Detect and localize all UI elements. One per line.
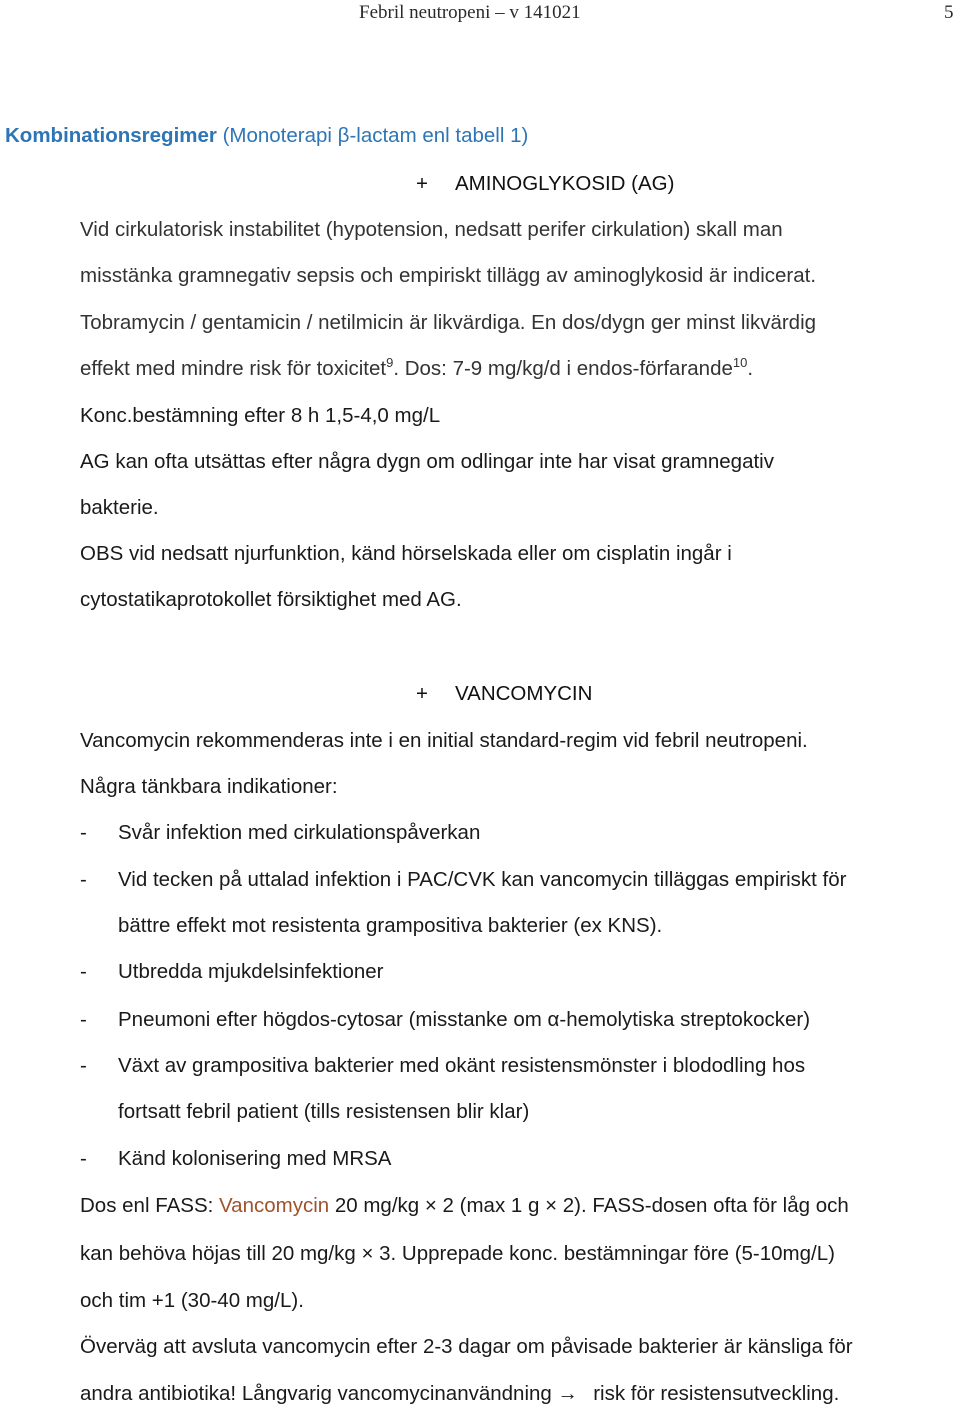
list-item: - Känd kolonisering med MRSA (80, 1147, 392, 1170)
dose-line-1: Dos enl FASS: Vancomycin 20 mg/kg × 2 (max 1 g × 2). FASS-dosen ofta för låg och (80, 1194, 849, 1217)
section-title (5, 124, 528, 148)
vanco-heading: VANCOMYCIN (455, 682, 593, 705)
ag-plus-icon: + (416, 172, 428, 195)
ref-10: 10 (732, 355, 748, 370)
arrow-right-icon: → (557, 1382, 579, 1405)
list-item: - Pneumoni efter högdos-cytosar (misstanke om α-hemolytiska streptokocker) (80, 1008, 811, 1031)
page-number: 5 (944, 2, 954, 23)
bullet-dash: - (80, 1054, 87, 1077)
bullet-dash: - (80, 868, 87, 891)
vancomycin-link[interactable]: Vancomycin (219, 1194, 330, 1217)
bullet-dash: - (80, 1147, 87, 1170)
stop-line-2: andra antibiotika! Långvarig vancomycinanvändning → risk för resistensutveckling. (80, 1382, 840, 1405)
ag-line-1: Vid cirkulatorisk instabilitet (hypotension, nedsatt perifer cirkulation) skall man (80, 218, 783, 241)
title-bold: Kombinationsregimer (5, 124, 217, 147)
ref-9: 9 (386, 355, 394, 370)
list-item: - Utbredda mjukdelsinfektioner (80, 960, 384, 983)
list-item: - Svår infektion med cirkulationspåverkan (80, 821, 481, 844)
ag-line-4-a: effekt med mindre risk för toxicitet (80, 357, 387, 380)
ag-line-4-c: . (747, 357, 754, 380)
ag-heading: AMINOGLYKOSID (AG) (455, 172, 675, 195)
ag-line-3: Tobramycin / gentamicin / netilmicin är likvärdiga. En dos/dygn ger minst likvärdig (80, 311, 817, 334)
ag-line-8: OBS vid nedsatt njurfunktion, känd hörselskada eller om cisplatin ingår i (80, 542, 732, 565)
running-header: Febril neutropeni – v 141021 (359, 2, 581, 23)
ag-line-6: AG kan ofta utsättas efter några dygn om odlingar inte har visat gramnegativ (80, 450, 774, 473)
list-item: - Vid tecken på uttalad infektion i PAC/CVK kan vancomycin tilläggas empiriskt för (80, 868, 847, 891)
list-item: - Växt av grampositiva bakterier med okänt resistensmönster i blododling hos (80, 1054, 806, 1077)
indications-label: Några tänkbara indikationer: (80, 775, 338, 798)
bullet-dash: - (80, 821, 87, 844)
vanco-intro: Vancomycin rekommenderas inte i en initial standard-regim vid febril neutropeni. (80, 729, 808, 752)
ag-line-2: misstänka gramnegativ sepsis och empiriskt tillägg av aminoglykosid är indicerat. (80, 264, 817, 287)
ag-line-4-b: . Dos: 7-9 mg/kg/d i endos-förfarande (393, 357, 733, 380)
ag-line-5: Konc.bestämning efter 8 h 1,5-4,0 mg/L (80, 404, 441, 427)
bullet-dash: - (80, 1008, 87, 1031)
list-item-continuation: bättre effekt mot resistenta grampositiva bakterier (ex KNS). (118, 914, 663, 937)
ag-line-9: cytostatikaprotokollet försiktighet med AG. (80, 588, 462, 611)
list-item-continuation: fortsatt febril patient (tills resistensen blir klar) (118, 1100, 530, 1123)
dose-line-2: kan behöva höjas till 20 mg/kg × 3. Upprepade konc. bestämningar före (5-10mg/L) (80, 1242, 835, 1265)
ag-line-4 (80, 357, 753, 381)
bullet-dash: - (80, 960, 87, 983)
title-rest: (Monoterapi β-lactam enl tabell 1) (216, 124, 529, 147)
vanco-plus-icon: + (416, 682, 428, 705)
ag-line-7: bakterie. (80, 496, 159, 519)
dose-line-3: och tim +1 (30-40 mg/L). (80, 1289, 304, 1312)
stop-line-1: Överväg att avsluta vancomycin efter 2-3 dagar om påvisade bakterier är känsliga för (80, 1335, 853, 1358)
